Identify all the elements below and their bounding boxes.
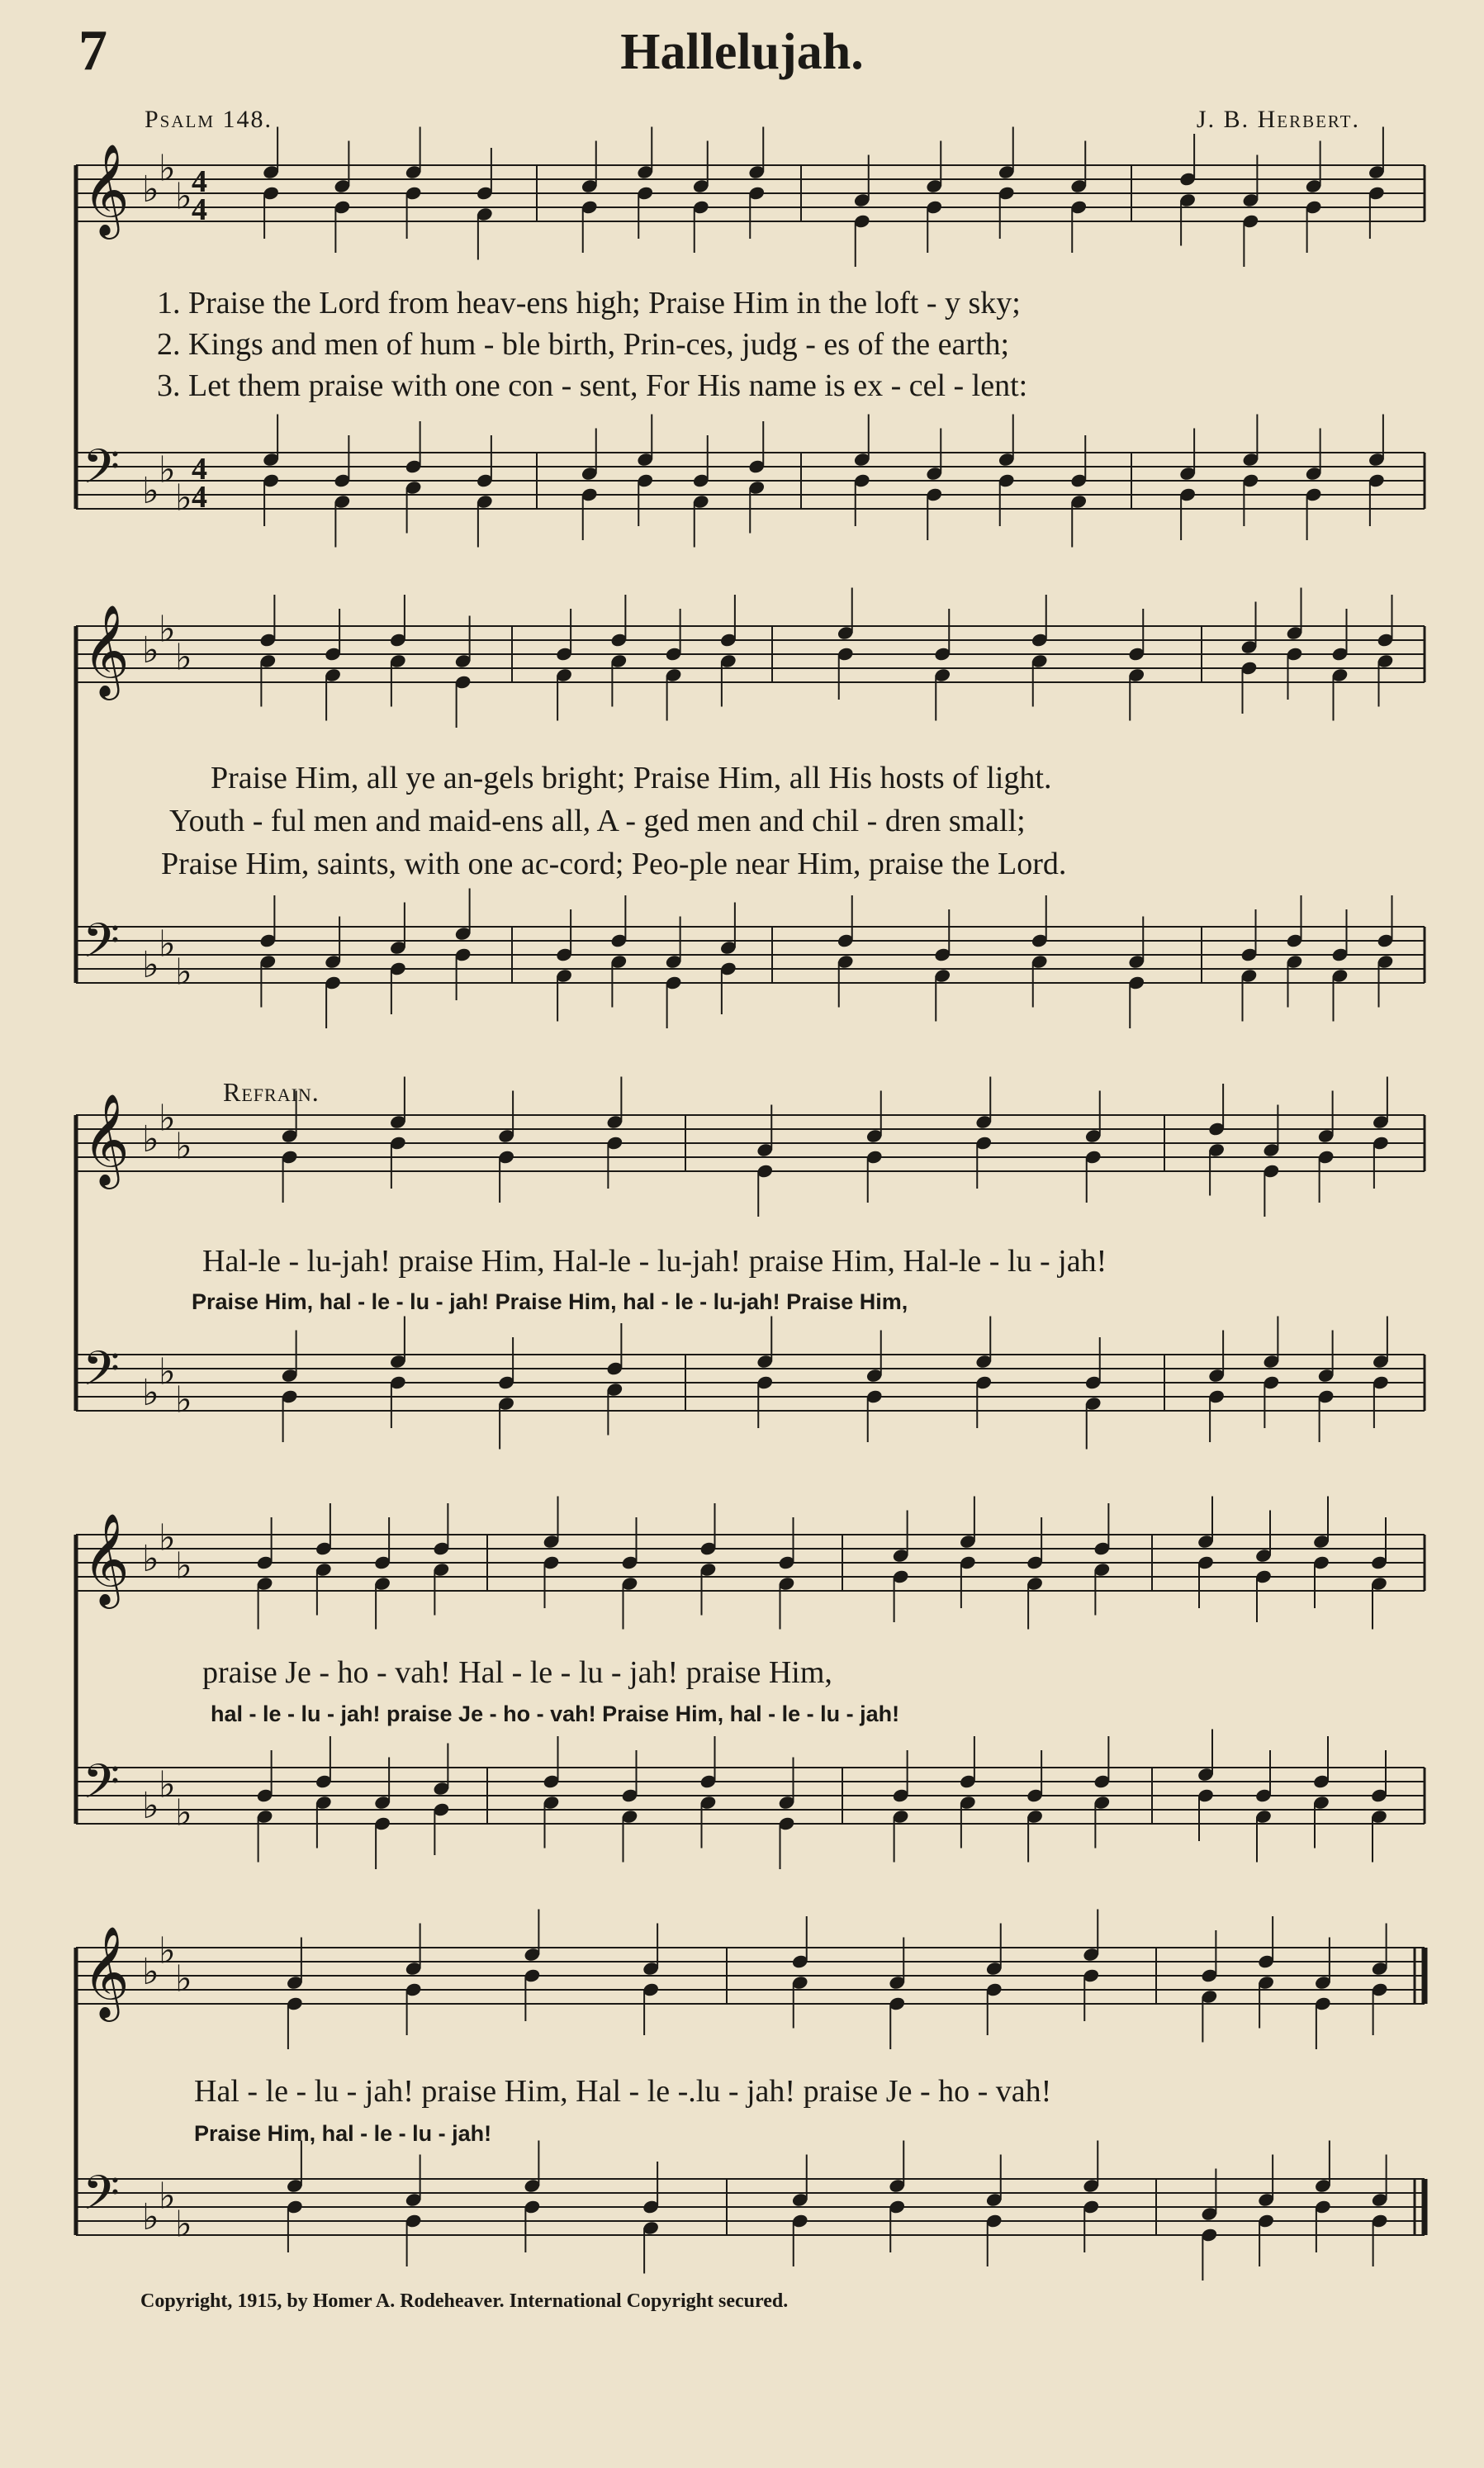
treble-clef: 𝄞 [83, 1512, 130, 1605]
bass-clef: 𝄢 [83, 2165, 121, 2233]
flat-sign: ♭ [175, 1545, 192, 1588]
flat-sign: ♭ [159, 1929, 176, 1972]
flat-sign: ♭ [142, 168, 159, 211]
flat-sign: ♭ [159, 608, 176, 651]
refrain-line-1-bass: Praise Him, hal - le - lu - jah! Praise Him, hal - le - lu-jah! Praise Him, [192, 1289, 908, 1314]
scripture-reference: Psalm 148. [145, 106, 273, 133]
flat-sign: ♭ [159, 147, 176, 190]
treble-clef: 𝄞 [83, 1093, 130, 1185]
refrain-label: Refrain. [223, 1077, 320, 1107]
hymn-number: 7 [78, 19, 107, 83]
flat-sign: ♭ [142, 1118, 159, 1160]
flat-sign: ♭ [159, 923, 176, 966]
treble-clef: 𝄞 [83, 1925, 130, 2018]
composer: J. B. Herbert. [1196, 106, 1360, 133]
time-signature: 4 [192, 192, 207, 227]
flat-sign: ♭ [142, 470, 159, 512]
bass-clef: 𝄢 [83, 1341, 121, 1408]
flat-sign: ♭ [175, 1379, 192, 1421]
refrain-line-1: Hal-le - lu-jah! praise Him, Hal-le - lu-jah! praise Him, Hal-le - lu - jah! [202, 1244, 1107, 1279]
verse-2-line-2: Youth - ful men and maid-ens all, A - ged men and chil - dren small; [169, 804, 1026, 838]
flat-sign: ♭ [159, 1763, 176, 1806]
treble-clef: 𝄞 [83, 604, 130, 696]
flat-sign: ♭ [175, 175, 192, 218]
flat-sign: ♭ [175, 1958, 192, 2001]
flat-sign: ♭ [142, 1538, 159, 1580]
bass-clef: 𝄢 [83, 913, 121, 980]
refrain-line-2-bass: hal - le - lu - jah! praise Je - ho - vah! Praise Him, hal - le - lu - jah! [211, 1701, 900, 1726]
flat-sign: ♭ [159, 1097, 176, 1140]
verse-3-line-2: Praise Him, saints, with one ac-cord; Peo-ple near Him, praise the Lord. [161, 847, 1067, 881]
flat-sign: ♭ [175, 1792, 192, 1834]
verse-1-line-2: Praise Him, all ye an-gels bright; Praise Him, all His hosts of light. [211, 761, 1052, 795]
flat-sign: ♭ [142, 2196, 159, 2238]
verse-1-line-1: 1. Praise the Lord from heav-ens high; Praise Him in the loft - y sky; [157, 286, 1021, 320]
bass-clef: 𝄢 [83, 1754, 121, 1821]
time-signature: 4 [192, 452, 207, 486]
copyright-notice: Copyright, 1915, by Homer A. Rodeheaver. International Copyright secured. [140, 2290, 789, 2312]
flat-sign: ♭ [142, 1951, 159, 1993]
flat-sign: ♭ [175, 477, 192, 520]
refrain-line-3-bass: Praise Him, hal - le - lu - jah! [194, 2121, 492, 2146]
flat-sign: ♭ [159, 1350, 176, 1393]
verse-2-line-1: 2. Kings and men of hum - ble birth, Prin-ces, judg - es of the earth; [157, 327, 1010, 362]
flat-sign: ♭ [142, 944, 159, 986]
flat-sign: ♭ [175, 636, 192, 679]
flat-sign: ♭ [159, 2175, 176, 2218]
flat-sign: ♭ [175, 2203, 192, 2246]
flat-sign: ♭ [142, 1785, 159, 1827]
flat-sign: ♭ [142, 1372, 159, 1414]
flat-sign: ♭ [175, 1125, 192, 1168]
flat-sign: ♭ [142, 629, 159, 672]
time-signature: 4 [192, 164, 207, 199]
flat-sign: ♭ [175, 951, 192, 994]
hymn-title: Hallelujah. [620, 24, 864, 80]
flat-sign: ♭ [159, 449, 176, 491]
time-signature: 4 [192, 480, 207, 515]
bass-clef: 𝄢 [83, 439, 121, 506]
treble-clef: 𝄞 [83, 143, 130, 235]
flat-sign: ♭ [159, 1516, 176, 1559]
refrain-line-3: Hal - le - lu - jah! praise Him, Hal - le -.lu - jah! praise Je - ho - vah! [194, 2074, 1052, 2109]
verse-3-line-1: 3. Let them praise with one con - sent, For His name is ex - cel - lent: [157, 368, 1028, 403]
refrain-line-2: praise Je - ho - vah! Hal - le - lu - jah! praise Him, [202, 1655, 832, 1690]
